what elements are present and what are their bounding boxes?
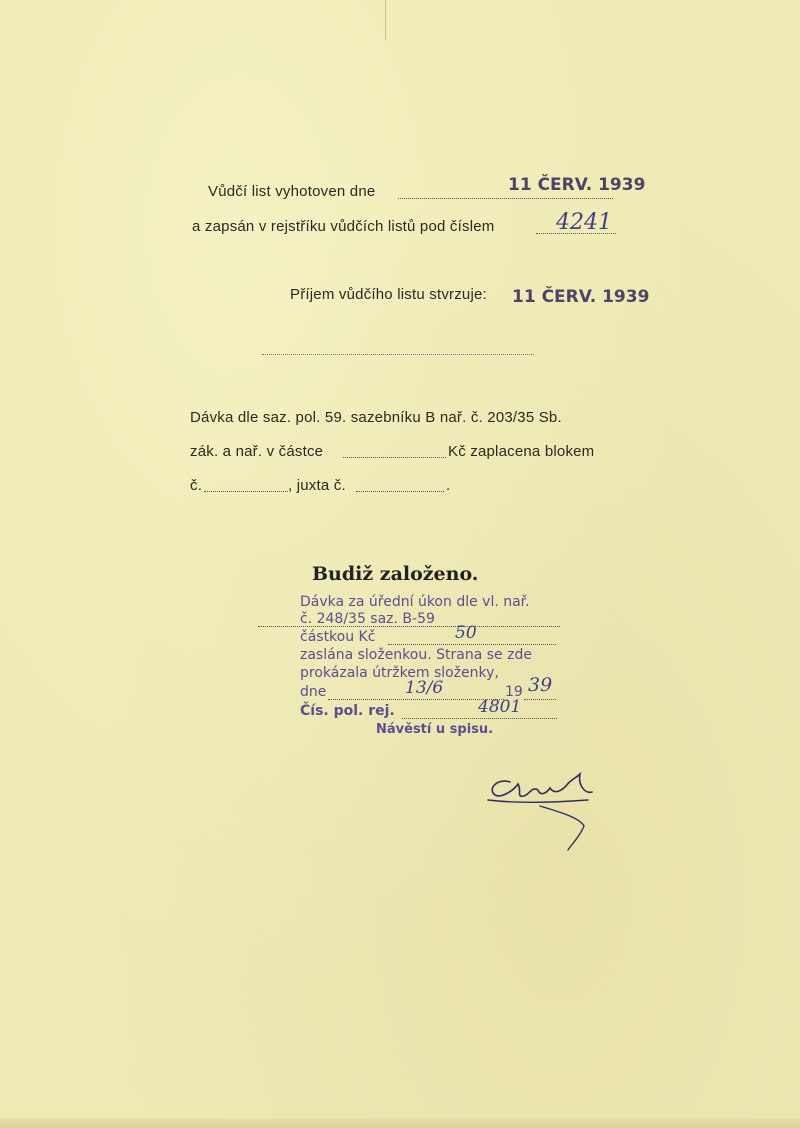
handwritten-signature — [480, 760, 610, 860]
fee-text-line2-start: zák. a nař. v částce — [190, 443, 324, 460]
fee-text-line3-juxta: , juxta č. — [288, 477, 346, 494]
block-number-dotted-line — [204, 491, 288, 492]
stamp-date-label: dne — [300, 684, 327, 700]
stamp-amount-handwritten: 50 — [455, 623, 477, 643]
issued-date-dotted-line — [398, 198, 613, 199]
stamp-line-4: zaslána složenkou. Strana se zde — [300, 647, 532, 663]
stamp-date-handwritten: 13/6 — [405, 678, 444, 698]
stamp-amount-dotted-line — [388, 644, 556, 645]
registered-label: a zapsán v rejstříku vůdčích listů pod číslem — [192, 218, 495, 235]
paper-fold-mark — [385, 0, 386, 40]
stamp-amount-label: částkou Kč — [300, 629, 376, 645]
signature-line — [262, 354, 534, 355]
receipt-date-stamp: 11 ČERV. 1939 — [512, 287, 650, 307]
receipt-label: Příjem vůdčího listu stvrzuje: — [290, 286, 487, 303]
fee-text-line3-start: č. — [190, 477, 203, 494]
stamp-reg-label: Čís. pol. rej. — [300, 703, 395, 719]
juxta-number-dotted-line — [356, 491, 444, 492]
fee-amount-dotted-line — [343, 457, 446, 458]
issued-date-stamp: 11 ČERV. 1939 — [508, 175, 646, 195]
stamp-reg-dotted-line — [402, 718, 557, 719]
stamp-reg-handwritten: 4801 — [478, 697, 522, 717]
paper-bottom-edge — [0, 1118, 800, 1128]
fee-text-line1: Dávka dle saz. pol. 59. sazebníku B nař. č. 203/35 Sb. — [190, 409, 562, 426]
stamp-heading: Budiž založeno. — [312, 563, 479, 585]
stamp-line-1: Dávka za úřední úkon dle vl. nař. — [300, 594, 530, 610]
fee-text-line3-end: . — [446, 477, 451, 494]
stamp-footer: Návěstí u spisu. — [376, 722, 494, 737]
fee-text-line2-end: Kč zaplacena blokem — [448, 443, 595, 460]
stamp-line-5: prokázala útržkem složenky, — [300, 665, 499, 681]
stamp-line-2: č. 248/35 saz. B-59 — [300, 611, 435, 627]
stamp-year-handwritten: 39 — [528, 674, 553, 696]
stamp-year-prefix: 19 — [505, 684, 523, 700]
stamp-line-2-dotted — [258, 626, 560, 627]
issued-label: Vůdčí list vyhotoven dne — [208, 183, 376, 200]
registry-number-handwritten: 4241 — [556, 210, 612, 235]
stamp-year-dotted-line — [524, 699, 556, 700]
